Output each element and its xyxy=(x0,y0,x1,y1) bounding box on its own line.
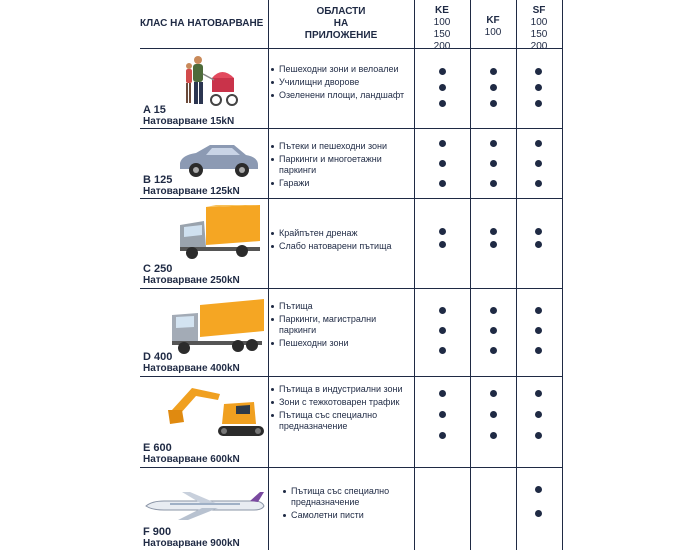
availability-dot-ke xyxy=(439,241,446,248)
availability-dot-ke xyxy=(439,100,446,107)
application-item: Пътища в индустриални зони xyxy=(270,384,415,395)
ke-size: 150 xyxy=(433,29,451,40)
row-divider xyxy=(140,376,562,377)
availability-dot-kf xyxy=(490,327,497,334)
application-item: Пешеходни зони xyxy=(270,338,415,349)
application-item: Пътеки и пешеходни зони xyxy=(270,141,415,152)
sf-size: 150 xyxy=(530,29,548,40)
class-d400 xyxy=(143,351,240,375)
class-e600 xyxy=(143,442,240,466)
application-item: Паркинги и многоетажни паркинги xyxy=(270,154,415,176)
row-divider xyxy=(140,128,562,129)
application-item: Пешеходни зони и велоалеи xyxy=(270,64,415,75)
availability-dot-kf xyxy=(490,390,497,397)
header-class xyxy=(140,18,268,30)
excavator-icon xyxy=(162,382,268,444)
class-load: Натоварване 600kN xyxy=(143,454,240,465)
class-a15 xyxy=(143,104,234,128)
apps-header-line3: ПРИЛОЖЕНИЕ xyxy=(304,30,378,41)
class-load: Натоварване 250kN xyxy=(143,275,240,286)
class-code: B 125 xyxy=(143,174,173,186)
availability-dot-kf xyxy=(490,68,497,75)
class-c250 xyxy=(143,263,240,287)
availability-dot-ke xyxy=(439,180,446,187)
availability-dot-kf xyxy=(490,180,497,187)
availability-dot-sf xyxy=(535,510,542,517)
availability-dot-ke xyxy=(439,432,446,439)
apps-a15 xyxy=(270,64,415,103)
pedestrians-icon xyxy=(178,52,246,112)
availability-dot-sf xyxy=(535,411,542,418)
availability-dot-sf xyxy=(535,100,542,107)
application-item: Слабо натоварени пътища xyxy=(270,241,415,252)
class-code: A 15 xyxy=(143,104,166,116)
availability-dot-kf xyxy=(490,307,497,314)
availability-dot-sf xyxy=(535,486,542,493)
availability-dot-kf xyxy=(490,241,497,248)
availability-dot-kf xyxy=(490,160,497,167)
application-item: Гаражи xyxy=(270,178,415,189)
availability-dot-kf xyxy=(490,140,497,147)
availability-dot-sf xyxy=(535,228,542,235)
availability-dot-sf xyxy=(535,307,542,314)
availability-dot-ke xyxy=(439,140,446,147)
class-code: F 900 xyxy=(143,526,172,538)
availability-dot-kf xyxy=(490,228,497,235)
class-load: Натоварване 400kN xyxy=(143,363,240,374)
availability-dot-sf xyxy=(535,160,542,167)
header-apps xyxy=(268,6,414,42)
availability-dot-ke xyxy=(439,390,446,397)
availability-dot-ke xyxy=(439,160,446,167)
application-item: Крайпътен дренаж xyxy=(270,228,415,239)
availability-dot-sf xyxy=(535,68,542,75)
small-truck-icon xyxy=(176,203,264,263)
apps-header-line1: ОБЛАСТИ xyxy=(316,6,366,17)
airplane-icon xyxy=(142,490,266,522)
application-item: Озеленени площи, ландшафт xyxy=(270,90,415,101)
availability-dot-sf xyxy=(535,180,542,187)
application-item: Зони с тежкотоварен трафик xyxy=(270,397,415,408)
availability-dot-ke xyxy=(439,347,446,354)
class-code: C 250 xyxy=(143,263,173,275)
header-ke xyxy=(414,5,470,53)
application-item: Пътища със специално предназначение xyxy=(282,486,412,508)
availability-dot-kf xyxy=(490,100,497,107)
apps-f900 xyxy=(282,486,412,523)
application-item: Пътища със специално предназначение xyxy=(270,410,415,432)
availability-dot-ke xyxy=(439,68,446,75)
availability-dot-kf xyxy=(490,411,497,418)
application-item: Самолетни писти xyxy=(282,510,412,521)
apps-e600 xyxy=(270,384,415,434)
ke-title: KE xyxy=(435,5,449,16)
row-divider xyxy=(140,288,562,289)
class-load: Натоварване 900kN xyxy=(143,538,240,549)
row-divider xyxy=(140,467,562,468)
availability-dot-ke xyxy=(439,84,446,91)
class-header-label: КЛАС НА НАТОВАРВАНЕ xyxy=(140,18,264,29)
column-divider xyxy=(562,0,563,550)
availability-dot-kf xyxy=(490,347,497,354)
kf-title: KF xyxy=(486,15,500,26)
header-sf xyxy=(516,5,562,53)
apps-c250 xyxy=(270,228,415,254)
ke-size: 100 xyxy=(433,17,451,28)
availability-dot-sf xyxy=(535,390,542,397)
class-f900 xyxy=(143,526,240,550)
apps-b125 xyxy=(270,141,415,191)
row-divider xyxy=(140,48,562,49)
availability-dot-sf xyxy=(535,140,542,147)
availability-dot-ke xyxy=(439,411,446,418)
availability-dot-ke xyxy=(439,307,446,314)
header-kf xyxy=(470,15,516,39)
application-item: Пътища xyxy=(270,301,415,312)
ke-size: 200 xyxy=(433,41,451,52)
apps-d400 xyxy=(270,301,415,351)
availability-dot-sf xyxy=(535,84,542,91)
availability-dot-kf xyxy=(490,432,497,439)
availability-dot-ke xyxy=(439,327,446,334)
availability-dot-kf xyxy=(490,84,497,91)
class-code: E 600 xyxy=(143,442,172,454)
availability-dot-ke xyxy=(439,228,446,235)
kf-size: 100 xyxy=(484,27,502,38)
class-code: D 400 xyxy=(143,351,173,363)
class-load: Натоварване 125kN xyxy=(143,186,240,197)
sf-size: 200 xyxy=(530,41,548,52)
application-item: Училищни дворове xyxy=(270,77,415,88)
class-load: Натоварване 15kN xyxy=(143,116,235,127)
availability-dot-sf xyxy=(535,327,542,334)
class-b125 xyxy=(143,174,240,198)
application-item: Паркинги, магистрални паркинги xyxy=(270,314,415,336)
large-truck-icon xyxy=(168,297,266,357)
row-divider xyxy=(140,198,562,199)
availability-dot-sf xyxy=(535,347,542,354)
availability-dot-sf xyxy=(535,432,542,439)
sf-size: 100 xyxy=(530,17,548,28)
availability-dot-sf xyxy=(535,241,542,248)
sf-title: SF xyxy=(532,5,546,16)
apps-header-line2: НА xyxy=(333,18,349,29)
